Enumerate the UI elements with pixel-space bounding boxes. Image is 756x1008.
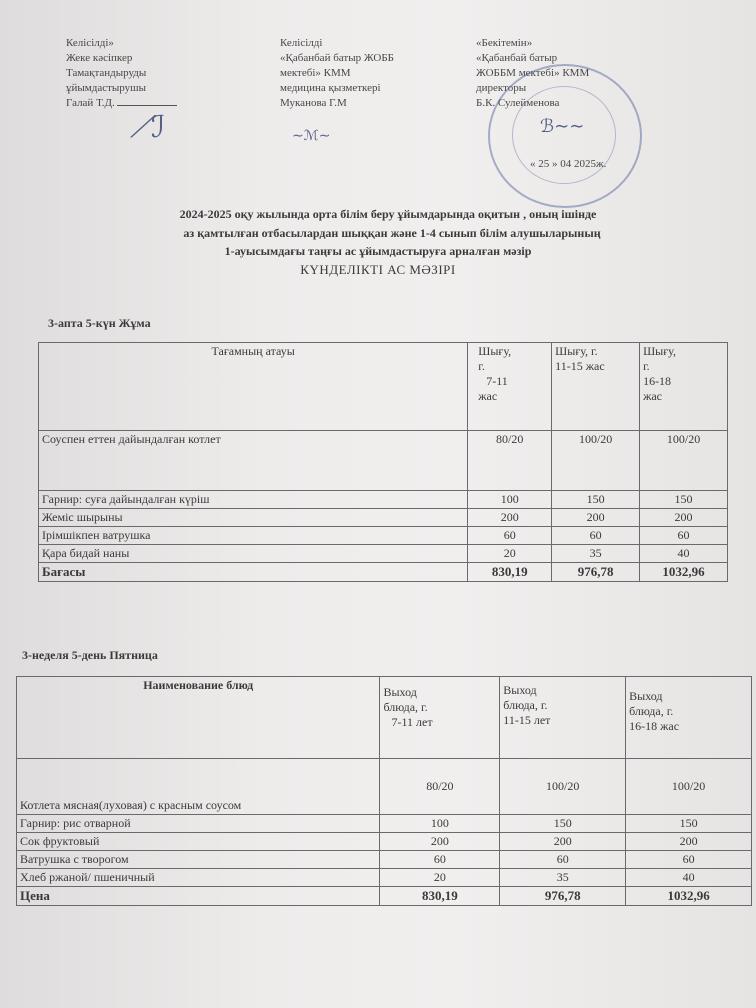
portion-16-18: 40 [626,869,752,887]
approval-medical [280,36,394,111]
price-11-15: 976,78 [552,563,640,582]
dish-name: Жеміс шырыны [39,509,468,527]
approval-line: «Қабанбай батыр [476,52,558,64]
price-label: Бағасы [39,563,468,582]
approval-line: Муканова Г.М [280,97,347,109]
portion-11-15: 150 [500,815,626,833]
menu-title-line-1: 2024-2025 оқу жылында орта білім беру ұйымдарында оқитын , оның ішінде [179,207,597,221]
portion-11-15: 200 [500,833,626,851]
portion-11-15: 60 [552,527,640,545]
column-header-name: Тағамның атауы [39,343,468,431]
approval-caterer [66,36,177,111]
kz-menu-subheading: 3-апта 5-күн Жұма [48,316,151,330]
portion-16-18: 150 [626,815,752,833]
approval-line: Б.К. Сулейменова [476,97,560,109]
portion-7-11: 60 [380,851,500,869]
column-header-name: Наименование блюд [17,677,380,759]
official-stamp [488,64,642,208]
price-row [39,563,728,582]
portion-16-18: 60 [626,851,752,869]
portion-11-15: 100/20 [500,759,626,815]
dish-name: Гарнир: рис отварной [17,815,380,833]
portion-16-18: 40 [640,545,728,563]
column-header-11-15: Выход блюда, г. 11-15 лет [500,677,626,759]
portion-7-11: 100 [380,815,500,833]
signature-director: ℬ∼∼ [540,116,585,137]
ru-menu-table [16,676,752,906]
dish-name: Ватрушка с творогом [17,851,380,869]
portion-11-15: 35 [552,545,640,563]
portion-7-11: 20 [380,869,500,887]
portion-16-18: 150 [640,491,728,509]
table-row [39,545,728,563]
portion-7-11: 200 [468,509,552,527]
menu-title-line-3: 1-ауысымдағы таңғы ас ұйымдастыруға арналған мәзір [224,244,532,258]
portion-16-18: 200 [626,833,752,851]
table-row [39,491,728,509]
portion-7-11: 20 [468,545,552,563]
portion-7-11: 80/20 [380,759,500,815]
kz-menu-table [38,342,728,582]
dish-name: Сок фруктовый [17,833,380,851]
portion-7-11: 60 [468,527,552,545]
portion-11-15: 60 [500,851,626,869]
portion-11-15: 35 [500,869,626,887]
table-row [39,509,728,527]
table-row [17,869,752,887]
portion-16-18: 100/20 [626,759,752,815]
approval-line: мектебі» КММ [280,67,351,79]
table-header-row [39,343,728,431]
price-label: Цена [17,887,380,906]
portion-11-15: 200 [552,509,640,527]
approval-line: Келісілді [280,37,323,49]
approval-date: « 25 » 04 2025ж. [530,158,607,170]
table-row [39,431,728,491]
portion-7-11: 100 [468,491,552,509]
ru-menu-subheading: 3-неделя 5-день Пятница [22,648,158,662]
menu-title-line-2: аз қамтылған отбасылардан шыққан және 1-4 сынып білім алушыларының [183,226,601,240]
portion-11-15: 100/20 [552,431,640,491]
table-row [17,851,752,869]
approval-line: Жеке кәсіпкер [66,52,133,64]
column-header-16-18: Выход блюда, г. 16-18 жас [626,677,752,759]
dish-name: Соуспен еттен дайындалған котлет [39,431,468,491]
price-row [17,887,752,906]
portion-11-15: 150 [552,491,640,509]
price-11-15: 976,78 [500,887,626,906]
column-header-7-11: Шығу, г. 7-11 жас [468,343,552,431]
price-7-11: 830,19 [468,563,552,582]
approval-line: медицина қызметкері [280,82,381,94]
table-row [39,527,728,545]
signature-caterer: ⟋ℐ [130,110,166,145]
table-row [17,759,752,815]
portion-16-18: 100/20 [640,431,728,491]
table-header-row [17,677,752,759]
approval-line: Галай Т.Д. [66,96,177,111]
menu-title-line-4: КҮНДЕЛІКТІ АС МӘЗІРІ [300,262,456,277]
approval-line: Тамақтандыруды [66,67,147,79]
signature-medical: ∼ℳ∼ [292,128,331,144]
table-row [17,815,752,833]
approval-line: директоры [476,82,527,94]
dish-name: Қара бидай наны [39,545,468,563]
portion-7-11: 200 [380,833,500,851]
dish-name: Ірімшікпен ватрушка [39,527,468,545]
portion-7-11: 80/20 [468,431,552,491]
approval-line: ЖОББМ мектебі» КММ [476,67,590,79]
portion-16-18: 200 [640,509,728,527]
approval-block [0,36,756,186]
approval-line: «Бекітемін» [476,37,533,49]
approval-line: Келісілді» [66,37,114,49]
column-header-7-11: Выход блюда, г. 7-11 лет [380,677,500,759]
column-header-11-15: Шығу, г. 11-15 жас [552,343,640,431]
approval-line: «Қабанбай батыр ЖОББ [280,52,395,64]
dish-name: Гарнир: суға дайындалған күріш [39,491,468,509]
portion-16-18: 60 [640,527,728,545]
price-16-18: 1032,96 [626,887,752,906]
price-7-11: 830,19 [380,887,500,906]
dish-name: Котлета мясная(луховая) с красным соусом [17,759,380,815]
price-16-18: 1032,96 [640,563,728,582]
table-row [17,833,752,851]
approval-line: ұйымдастырушы [66,82,147,94]
column-header-16-18: Шығу, г. 16-18 жас [640,343,728,431]
dish-name: Хлеб ржаной/ пшеничный [17,869,380,887]
